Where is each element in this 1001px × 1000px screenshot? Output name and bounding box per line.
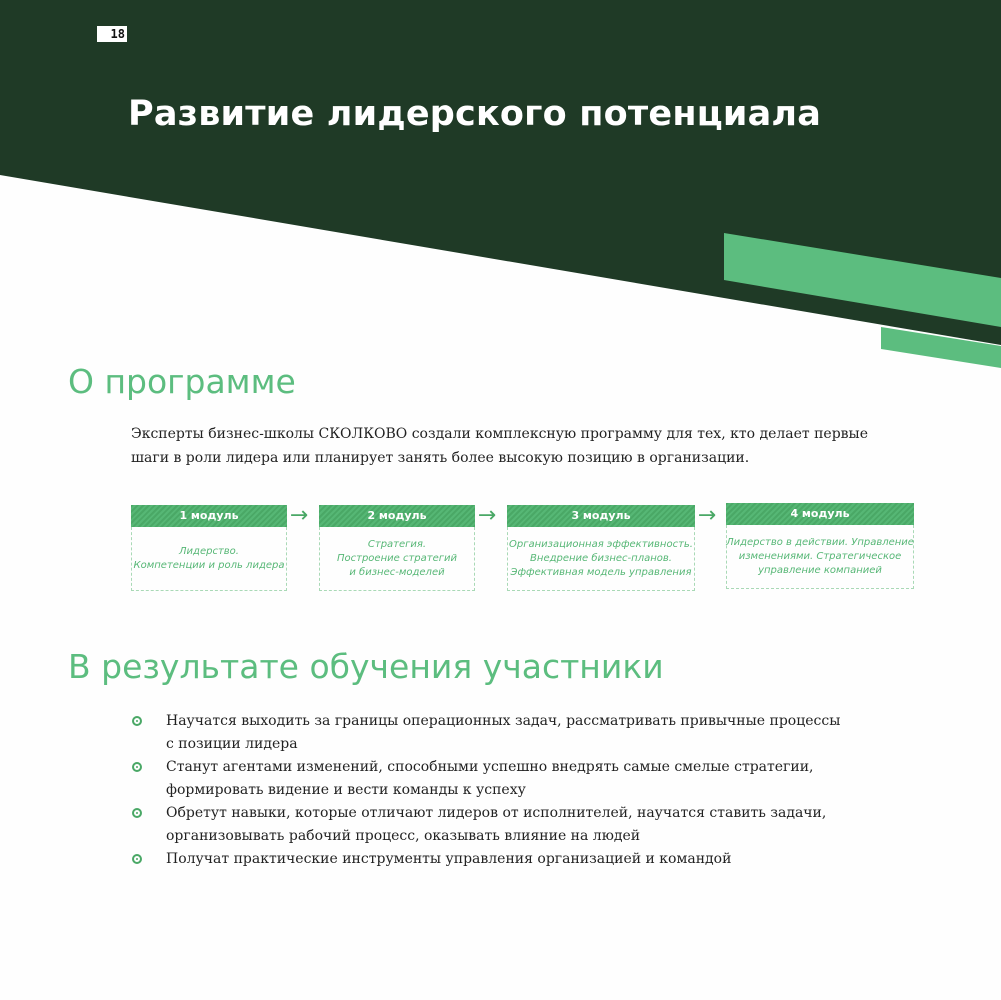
circle-bullet-icon bbox=[132, 762, 142, 772]
circle-bullet-icon bbox=[132, 854, 142, 864]
module-label: 2 модуль bbox=[319, 505, 475, 527]
module-line: Компетенции и роль лидера bbox=[133, 559, 285, 571]
module-label: 1 модуль bbox=[131, 505, 287, 527]
module-label: 3 модуль bbox=[507, 505, 695, 527]
module-description bbox=[319, 527, 475, 591]
module-line: Построение стратегий bbox=[337, 552, 457, 564]
module-line: Организационная эффективность. bbox=[509, 538, 693, 550]
arrow-right-icon: → bbox=[697, 503, 717, 528]
list-item bbox=[132, 756, 872, 802]
results-heading: В результате обучения участники bbox=[68, 647, 664, 686]
intro-line: шаги в роли лидера или планирует занять более высокую позицию в организации. bbox=[131, 450, 750, 466]
results-list bbox=[132, 710, 872, 871]
module-description bbox=[507, 527, 695, 591]
list-item-line: с позиции лидера bbox=[166, 736, 298, 752]
module-line: Стратегия. bbox=[367, 538, 427, 550]
module-line: Лидерство в действии. Управление bbox=[726, 536, 914, 548]
module-card-1 bbox=[131, 505, 287, 593]
list-item bbox=[132, 848, 872, 871]
module-card-3 bbox=[507, 505, 695, 593]
arrow-right-icon: → bbox=[477, 503, 497, 528]
module-card-4 bbox=[726, 503, 914, 591]
circle-bullet-icon bbox=[132, 716, 142, 726]
intro-line: Эксперты бизнес-школы СКОЛКОВО создали комплексную программу для тех, кто делает первые bbox=[131, 426, 868, 442]
module-description bbox=[131, 527, 287, 591]
list-item-line: Научатся выходить за границы операционных задач, рассматривать привычные процессы bbox=[166, 713, 841, 729]
page-number: 18 bbox=[97, 26, 127, 42]
list-item-line: Обретут навыки, которые отличают лидеров от исполнителей, научатся ставить задачи, bbox=[166, 805, 827, 821]
module-line: Внедрение бизнес-планов. bbox=[530, 552, 672, 564]
page-title: Развитие лидерского потенциала bbox=[128, 94, 822, 134]
module-label: 4 модуль bbox=[726, 503, 914, 525]
list-item-line: Получат практические инструменты управления организацией и командой bbox=[166, 851, 732, 867]
module-line: изменениями. Стратегическое bbox=[738, 550, 902, 562]
list-item bbox=[132, 802, 872, 848]
list-item-line: организовывать рабочий процесс, оказывать влияние на людей bbox=[166, 828, 641, 844]
list-item-line: Станут агентами изменений, способными успешно внедрять самые смелые стратегии, bbox=[166, 759, 814, 775]
module-line: и бизнес-моделей bbox=[349, 566, 445, 578]
about-heading: О программе bbox=[68, 362, 296, 401]
module-line: Эффективная модель управления bbox=[510, 566, 692, 578]
module-description bbox=[726, 525, 914, 589]
module-card-2 bbox=[319, 505, 475, 593]
circle-bullet-icon bbox=[132, 808, 142, 818]
module-line: Лидерство. bbox=[179, 545, 239, 557]
list-item-line: формировать видение и вести команды к успеху bbox=[166, 782, 526, 798]
list-item bbox=[132, 710, 872, 756]
module-line: управление компанией bbox=[758, 564, 882, 576]
about-intro bbox=[131, 422, 891, 470]
arrow-right-icon: → bbox=[289, 503, 309, 528]
